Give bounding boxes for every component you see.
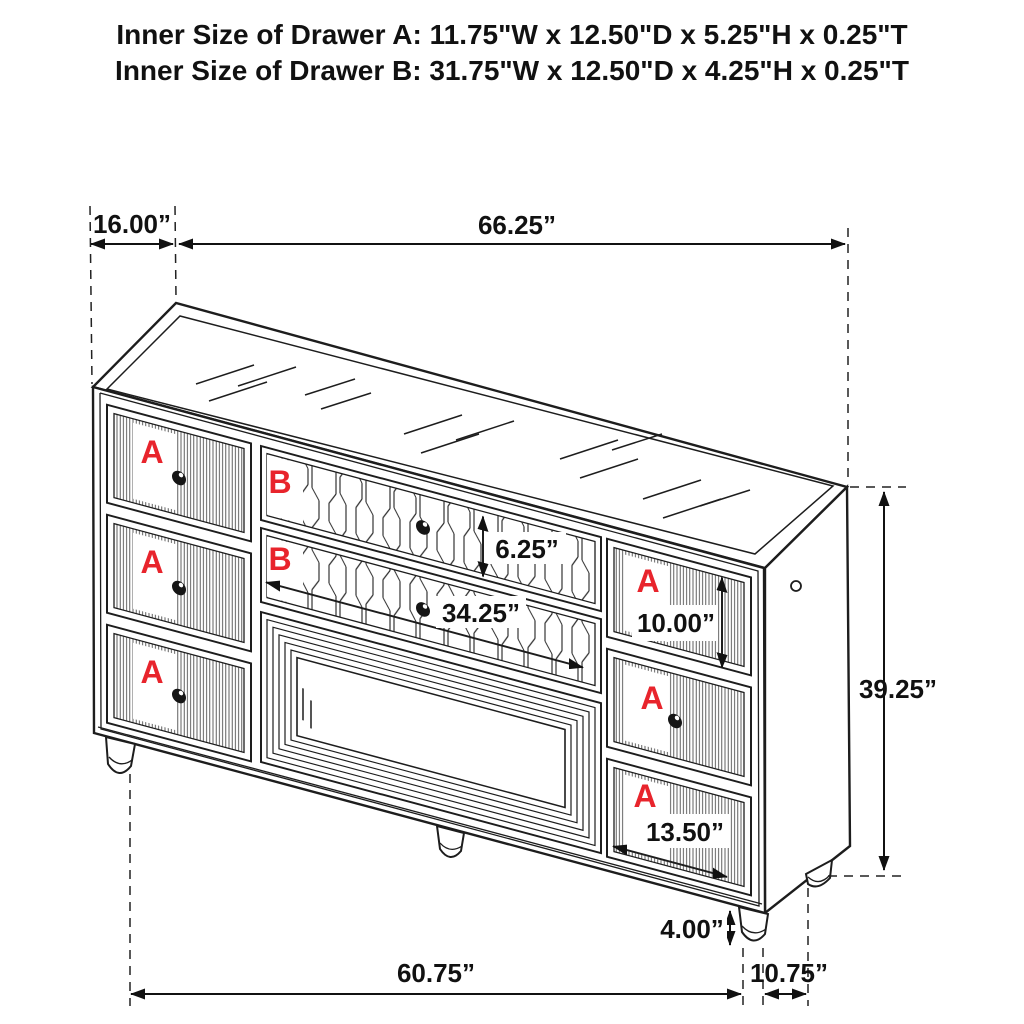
letter-a-right-middle: A — [640, 680, 664, 716]
letter-a-right-top: A — [636, 563, 660, 599]
dim-label-top-depth: 16.00” — [92, 209, 172, 239]
letter-a-left-top: A — [140, 434, 164, 470]
dim-label-bottom-depth: 10.75” — [749, 958, 829, 988]
letter-a-right-bottom: A — [633, 778, 657, 814]
leg-front-right — [739, 907, 768, 941]
dim-label-a-height: 10.00” — [636, 608, 716, 638]
letter-b-bottom: B — [268, 541, 292, 577]
dim-label-b-height: 6.25” — [495, 534, 559, 564]
dim-label-top-width: 66.25” — [477, 210, 557, 240]
dim-label-b-width: 34.25” — [441, 598, 521, 628]
dim-label-a-width: 13.50” — [645, 817, 725, 847]
dim-label-height: 39.25” — [858, 674, 938, 704]
leg-front-left — [106, 737, 135, 773]
title-line-2: Inner Size of Drawer B: 31.75"W x 12.50"D x 4.25"H x 0.25"T — [115, 55, 909, 86]
dim-label-bottom-width: 60.75” — [396, 958, 476, 988]
letter-a-left-middle: A — [140, 544, 164, 580]
letter-b-top: B — [268, 464, 292, 500]
letter-a-left-bottom: A — [140, 654, 164, 690]
dim-label-leg-height: 4.00” — [660, 914, 724, 944]
title-line-1: Inner Size of Drawer A: 11.75"W x 12.50"D x 5.25"H x 0.25"T — [116, 19, 908, 50]
